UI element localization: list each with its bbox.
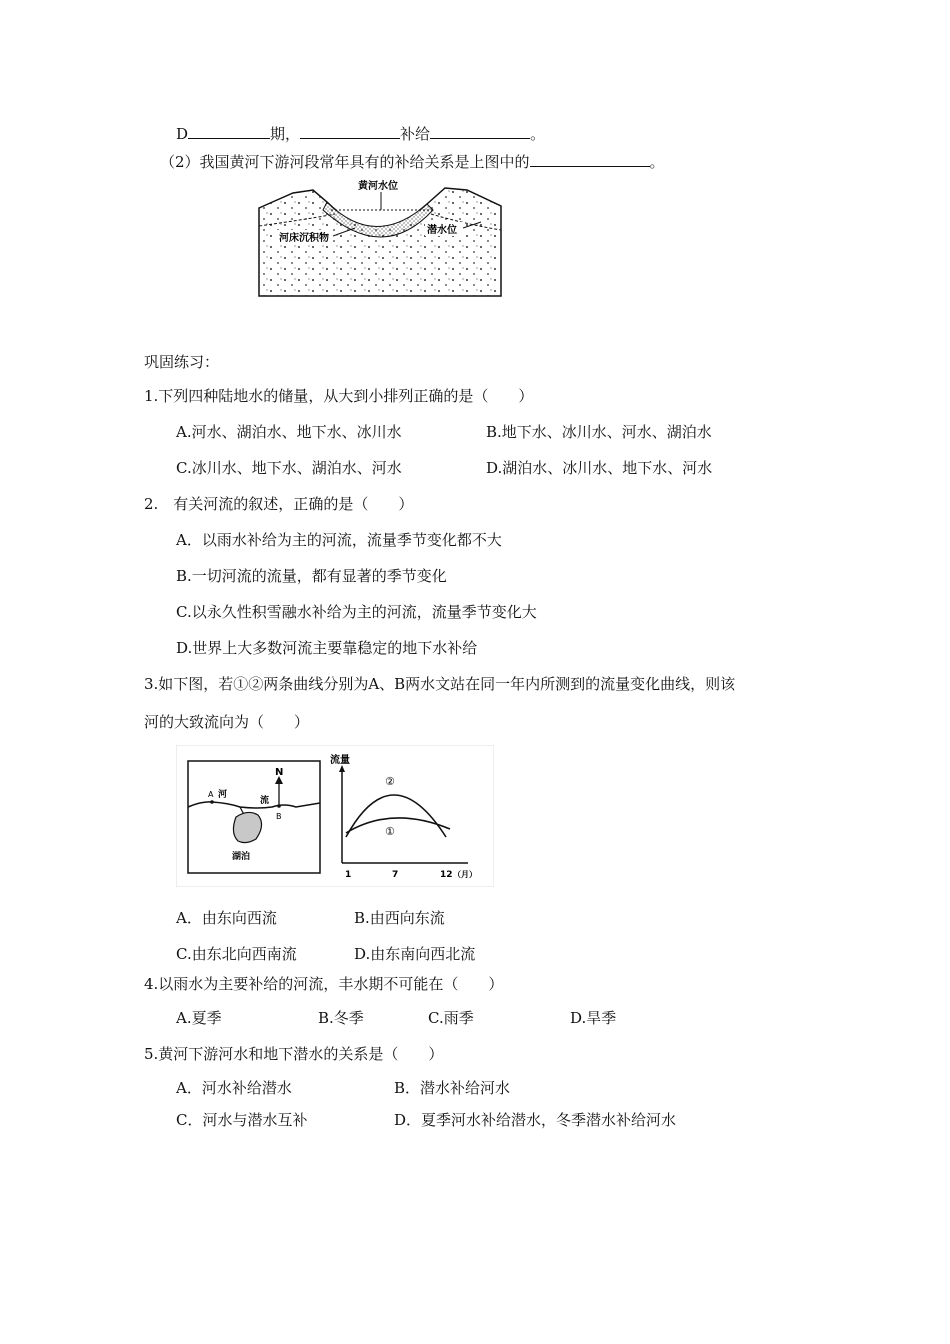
q1-option-a[interactable]: A.河水、湖泊水、地下水、冰川水 — [176, 423, 402, 441]
q3-option-d[interactable]: D.由东南向西北流 — [354, 945, 476, 963]
river-he-label: 河 — [218, 790, 228, 800]
north-label: N — [275, 767, 284, 778]
tick-12: 12 — [440, 870, 453, 880]
label-sediment: 河床沉积物 — [279, 233, 329, 244]
q4-option-c[interactable]: C.雨季 — [428, 1009, 474, 1027]
q5-stem: 5.黄河下游河水和地下潜水的关系是（ ） — [144, 1045, 444, 1063]
blank-2[interactable] — [300, 124, 400, 139]
q2-option-b[interactable]: B.一切河流的流量，都有显著的季节变化 — [176, 567, 447, 585]
q1-stem: 1.下列四种陆地水的储量，从大到小排列正确的是（ ） — [144, 387, 534, 405]
q4-stem: 4.以雨水为主要补给的河流，丰水期不可能在（ ） — [144, 975, 504, 993]
q5-option-d[interactable]: D．夏季河水补给潜水，冬季潜水补给河水 — [394, 1111, 677, 1129]
q2-option-d[interactable]: D.世界上大多数河流主要靠稳定的地下水补给 — [176, 639, 478, 657]
d-end: 。 — [530, 125, 546, 143]
q1-option-b[interactable]: B.地下水、冰川水、河水、湖泊水 — [486, 423, 712, 441]
river-cross-section-figure — [255, 178, 507, 302]
river-map-and-flow-figure — [176, 745, 494, 887]
label-river-level: 黄河水位 — [358, 181, 398, 192]
d-fill-line — [176, 124, 545, 144]
tick-7: 7 — [392, 870, 399, 880]
q4-option-d[interactable]: D.旱季 — [570, 1009, 617, 1027]
station-a-dot — [210, 800, 214, 804]
q4-option-a[interactable]: A.夏季 — [176, 1009, 222, 1027]
blank-1[interactable] — [188, 124, 270, 139]
q3-stem-line1: 3.如下图，若①②两条曲线分别为A、B两水文站在同一年内所测到的流量变化曲线，则该 — [144, 675, 736, 693]
q3-option-a[interactable]: A．由东向西流 — [176, 909, 277, 927]
station-b-dot — [277, 804, 281, 808]
chart-ylabel: 流量 — [330, 755, 350, 766]
blank-3[interactable] — [430, 124, 530, 139]
lake-shape — [233, 812, 261, 842]
curve-2-label: ② — [385, 775, 395, 788]
q5-option-b[interactable]: B．潜水补给河水 — [394, 1079, 511, 1097]
tick-1: 1 — [345, 870, 352, 880]
q1-option-d[interactable]: D.湖泊水、冰川水、地下水、河水 — [486, 459, 713, 477]
word-qi: 期， — [270, 125, 301, 143]
q4-option-b[interactable]: B.冬季 — [318, 1009, 364, 1027]
q2-option-a[interactable]: A．以雨水补给为主的河流，流量季节变化都不大 — [176, 531, 502, 549]
q3-stem-line2: 河的大致流向为（ ） — [144, 713, 310, 731]
q5-option-a[interactable]: A．河水补给潜水 — [176, 1079, 292, 1097]
blank-4[interactable] — [530, 152, 650, 167]
question-2-text: （2）我国黄河下游河段常年具有的补给关系是上图中的 — [160, 153, 530, 171]
q5-option-c[interactable]: C．河水与潜水互补 — [176, 1111, 308, 1129]
station-b-label: B — [276, 812, 282, 821]
label-groundwater: 潜水位 — [427, 225, 457, 236]
word-bugei: 补给 — [400, 125, 431, 143]
q2-stem: 2. 有关河流的叙述，正确的是（ ） — [144, 495, 414, 513]
lake-label: 湖泊 — [232, 852, 251, 862]
q3-option-c[interactable]: C.由东北向西南流 — [176, 945, 297, 963]
q1-option-c[interactable]: C.冰川水、地下水、湖泊水、河水 — [176, 459, 402, 477]
d-prefix: D — [176, 125, 189, 143]
q3-option-b[interactable]: B.由西向东流 — [354, 909, 445, 927]
question-2-end: 。 — [649, 153, 665, 171]
question-2-fill — [160, 152, 665, 172]
q2-option-c[interactable]: C.以永久性积雪融水补给为主的河流，流量季节变化大 — [176, 603, 537, 621]
curve-1-label: ① — [385, 825, 395, 838]
section-title: 巩固练习： — [144, 353, 220, 371]
x-unit: （月） — [453, 870, 477, 879]
station-a-label: A — [208, 790, 214, 799]
river-liu-label: 流 — [260, 796, 270, 806]
